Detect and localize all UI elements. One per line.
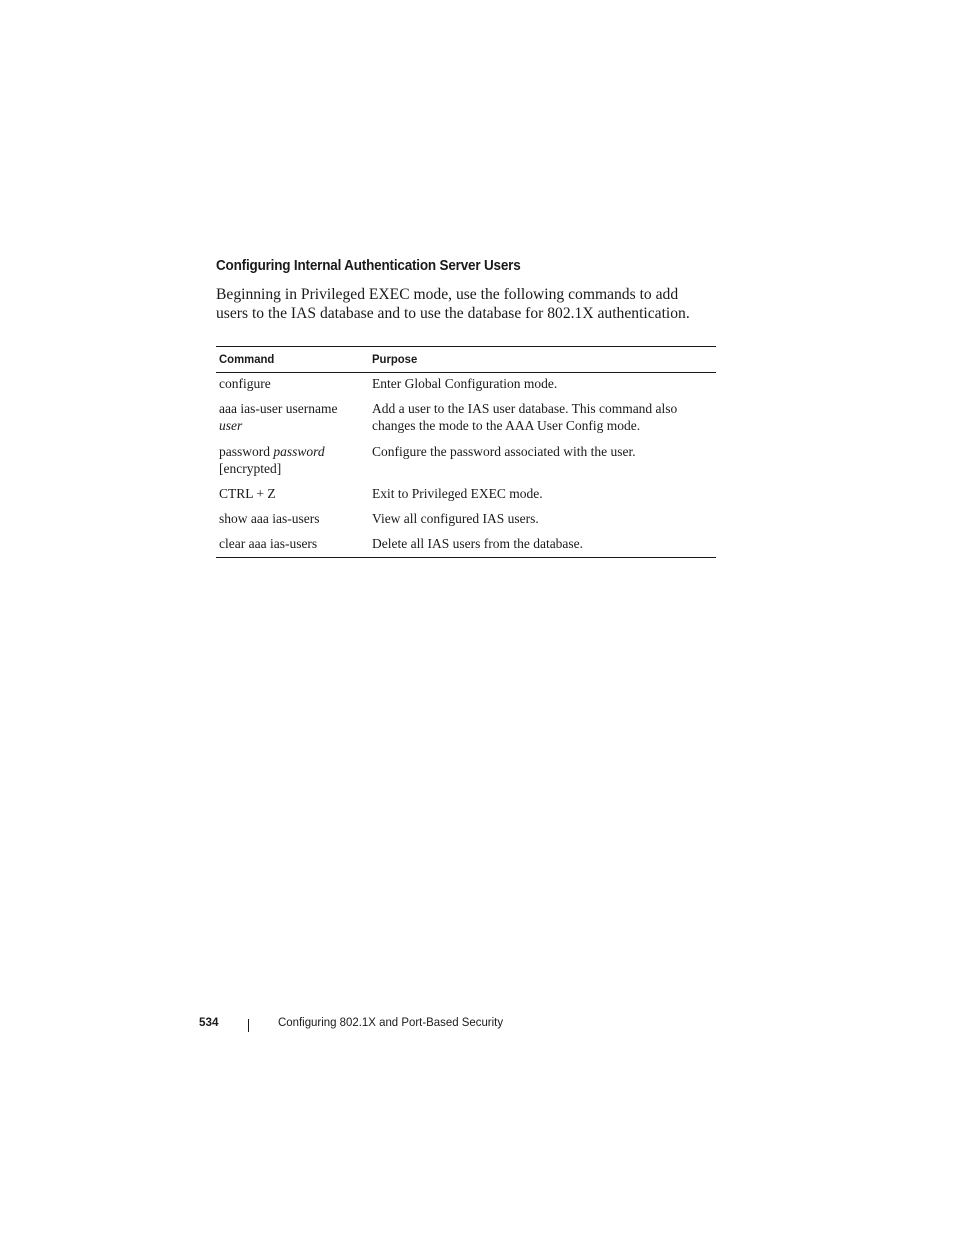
section-heading: Configuring Internal Authentication Server Users	[216, 258, 521, 274]
intro-line: Beginning in Privileged EXEC mode, use the following commands to add	[216, 286, 679, 303]
command-option: encrypted	[223, 461, 277, 476]
command-table	[216, 346, 716, 558]
command-text: aaa ias-user username	[219, 401, 338, 416]
table-row	[216, 532, 716, 557]
command-text: clear aaa ias-users	[219, 536, 318, 551]
purpose-cell: Enter Global Configuration mode.	[372, 376, 558, 391]
intro-line: users to the IAS database and to use the database for 802.1X authentication.	[216, 305, 690, 322]
command-text: configure	[219, 376, 271, 391]
command-cell	[219, 375, 367, 392]
header-command: Command	[219, 352, 275, 366]
table-row	[216, 482, 716, 507]
purpose-cell: View all configured IAS users.	[372, 511, 539, 526]
footer-chapter-title: Configuring 802.1X and Port-Based Security	[278, 1015, 504, 1029]
command-cell	[219, 485, 367, 502]
command-argument: user	[219, 418, 243, 433]
command-text: password	[219, 444, 270, 459]
command-text: CTRL + Z	[219, 486, 276, 501]
command-argument: password	[273, 444, 325, 459]
command-cell	[219, 400, 367, 434]
purpose-cell: Configure the password associated with the user.	[372, 444, 636, 459]
footer-separator	[248, 1019, 249, 1032]
purpose-line: Add a user to the IAS user database. This command also	[372, 401, 678, 416]
header-purpose: Purpose	[372, 352, 418, 366]
purpose-line: changes the mode to the AAA User Config mode.	[372, 418, 641, 433]
table-row	[216, 440, 716, 482]
intro-paragraph	[216, 285, 726, 323]
command-text: show aaa ias-users	[219, 511, 320, 526]
page-number: 534	[199, 1015, 219, 1029]
command-cell	[219, 535, 367, 552]
table-row	[216, 397, 716, 440]
command-cell	[219, 510, 367, 527]
purpose-cell: Exit to Privileged EXEC mode.	[372, 486, 543, 501]
table-row	[216, 373, 716, 397]
option-bracket-close: ]	[276, 461, 282, 476]
table-header	[216, 347, 716, 373]
command-cell	[219, 443, 367, 477]
purpose-cell	[372, 400, 716, 434]
table-row	[216, 507, 716, 532]
purpose-cell: Delete all IAS users from the database.	[372, 536, 584, 551]
option-bracket-open: [	[219, 461, 224, 476]
